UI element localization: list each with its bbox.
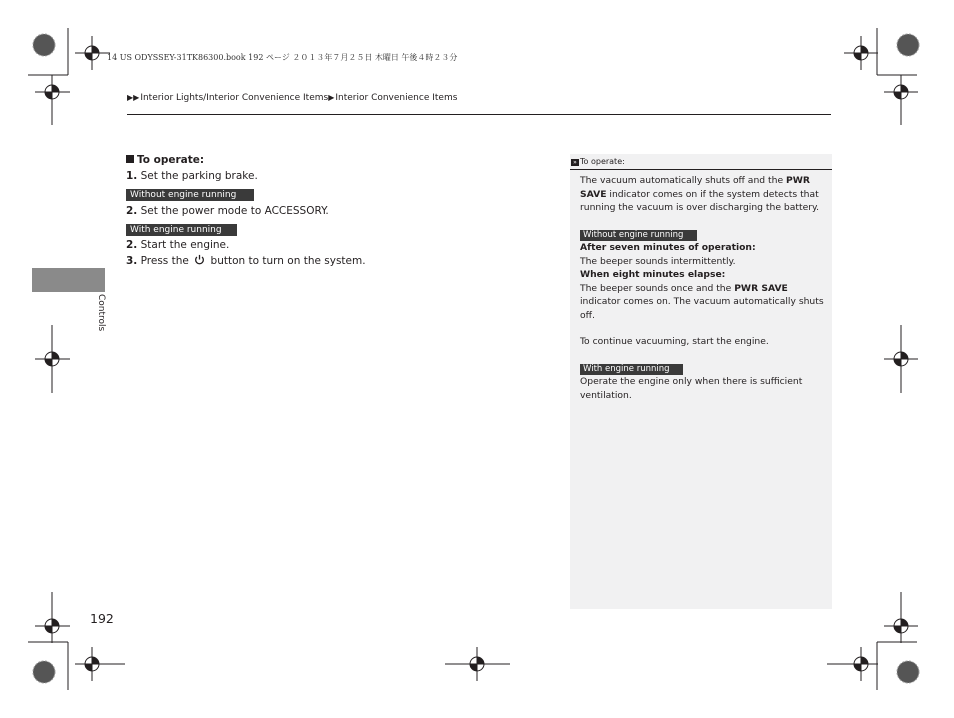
step-number: 2. <box>126 205 138 217</box>
step-text-after: button to turn on the system. <box>210 255 366 267</box>
step-3 <box>126 254 366 268</box>
after-seven-text: The beeper sounds intermittently. <box>580 255 736 267</box>
pwr-save-text-2: PWR SAVE <box>734 282 788 294</box>
section-heading: To operate: <box>126 153 204 167</box>
label-with-engine: With engine running <box>126 224 237 236</box>
continue-text: To continue vacuuming, start the engine. <box>580 336 769 347</box>
pwr-save-text: PWR SAVE <box>580 175 810 200</box>
breadcrumb-current: Interior Convenience Items <box>335 93 458 103</box>
side-tab[interactable] <box>32 268 105 292</box>
breadcrumb-section[interactable]: Interior Lights/Interior Convenience Items <box>140 93 329 103</box>
step-number: 3. <box>126 255 138 267</box>
breadcrumb-marker: ▶▶ <box>127 93 140 102</box>
step-2-accessory <box>126 204 329 218</box>
print-header: 14 US ODYSSEY-31TK86300.book 192 ページ ２０１３年７月２５日 木曜日 午後４時２３分 <box>107 53 458 62</box>
step-1 <box>126 169 258 183</box>
notes-body <box>580 174 825 402</box>
step-number: 1. <box>126 170 138 182</box>
notes-label-with-engine: With engine running <box>580 364 683 375</box>
square-bullet-icon <box>126 155 134 163</box>
notes-label-without-engine: Without engine running <box>580 230 697 241</box>
header-rule <box>127 114 831 115</box>
reference-icon: » <box>571 159 579 166</box>
eight-minutes-text: The beeper sounds once and the PWR SAVE indicator comes on. The vacuum automatically shuts off. <box>580 282 824 321</box>
label-without-engine: Without engine running <box>126 189 254 201</box>
notes-sidebar <box>570 154 832 609</box>
step-number: 2. <box>126 239 138 251</box>
step-2-engine <box>126 238 229 252</box>
notes-intro: The vacuum automatically shuts off and the PWR SAVE indicator comes on if the system detects that running the vacuum is over discharging the battery. <box>580 175 820 213</box>
breadcrumb <box>127 93 457 103</box>
step-text-before: Press the <box>140 255 189 267</box>
ventilation-text: Operate the engine only when there is sufficient ventilation. <box>580 376 803 401</box>
step-text: Start the engine. <box>140 239 230 251</box>
side-tab-label: Controls <box>96 294 106 332</box>
breadcrumb-separator: ▶ <box>328 93 335 102</box>
after-seven-heading: After seven minutes of operation: <box>580 242 756 253</box>
step-text: Set the parking brake. <box>140 170 258 182</box>
eight-minutes-heading: When eight minutes elapse: <box>580 269 726 280</box>
power-icon <box>194 254 205 265</box>
step-text: Set the power mode to ACCESSORY. <box>140 205 329 217</box>
notes-header: » To operate: <box>570 154 832 170</box>
page-number: 192 <box>90 611 114 626</box>
